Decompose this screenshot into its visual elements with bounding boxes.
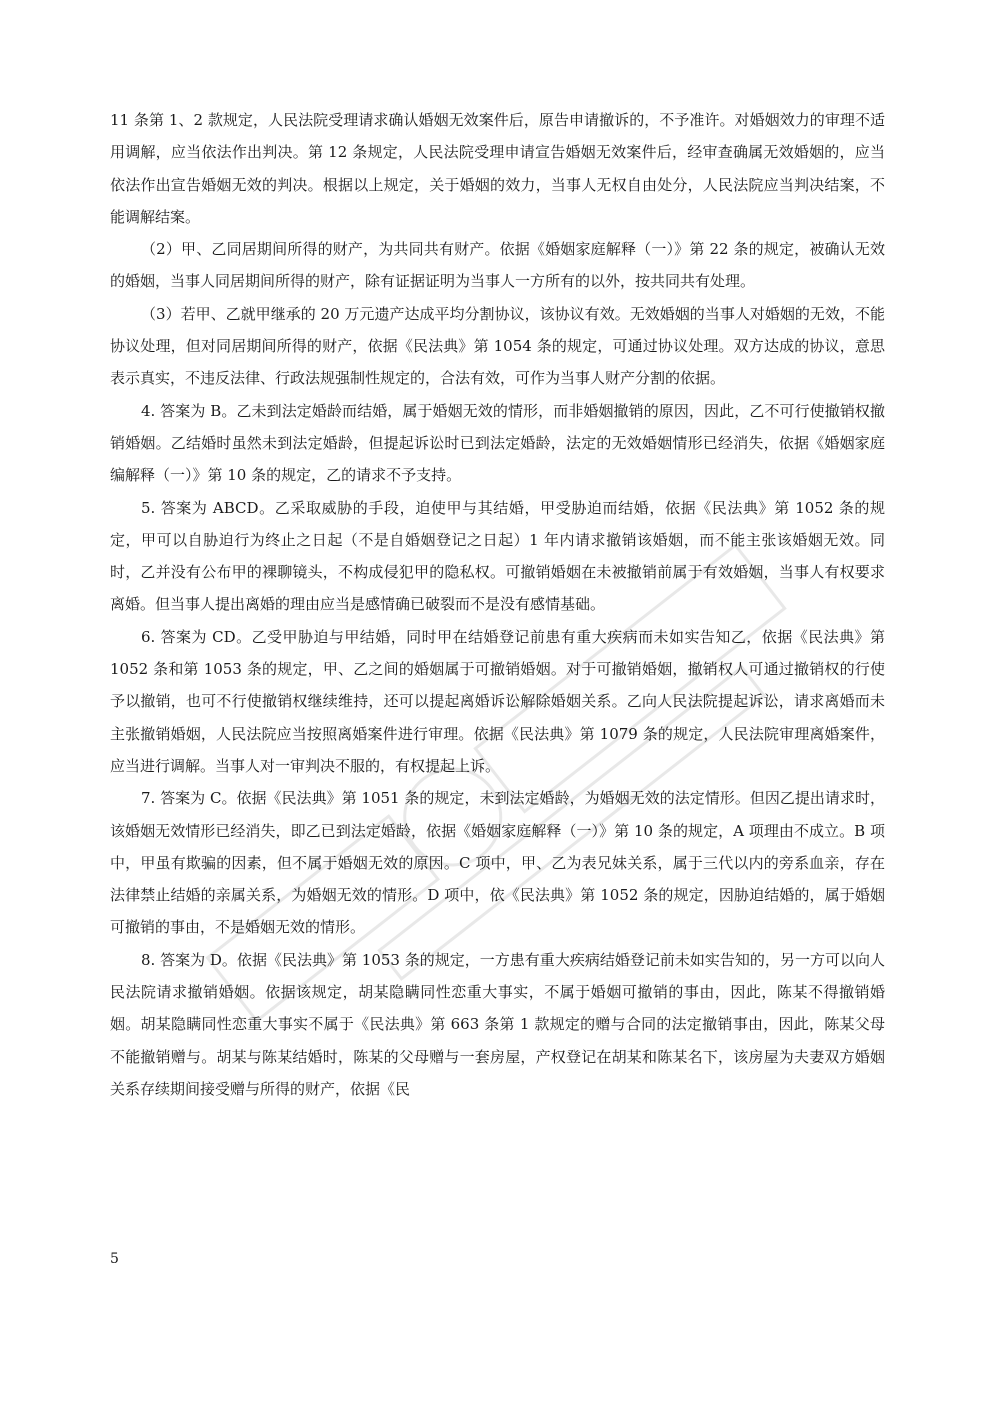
paragraph-answer-3-2: （2）甲、乙同居期间所得的财产，为共同共有财产。依据《婚姻家庭解释（一）》第 22 条的规定，被确认无效的婚姻，当事人同居期间所得的财产，除有证据证明为当事人一方所有的以外，按共同共有处理。 bbox=[110, 240, 885, 291]
page-number: 5 bbox=[110, 1251, 119, 1267]
paragraph-answer-7: 7. 答案为 C。依据《民法典》第 1051 条的规定，未到法定婚龄，为婚姻无效的法定情形。但因乙提出请求时，该婚姻无效情形已经消失，即乙已到法定婚龄，依据《婚姻家庭解释（一）》第 10 条的规定，A 项理由不成立。B 项中，甲虽有欺骗的因素，但不属于婚姻无效的原因。C 项中，甲、乙为表兄妹关系，属于三代以内的旁系血亲，存在法律禁止结婚的亲属关系，为婚姻无效的情形。D 项中，依《民法典》第 1052 条的规定，因胁迫结婚的，属于婚姻可撤销的事由，不是婚姻无效的情形。 bbox=[110, 789, 885, 937]
paragraph-answer-6: 6. 答案为 CD。乙受甲胁迫与甲结婚，同时甲在结婚登记前患有重大疾病而未如实告知乙，依据《民法典》第 1052 条和第 1053 条的规定，甲、乙之间的婚姻属于可撤销婚姻。对于可撤销婚姻，撤销权人可通过撤销权的行使予以撤销，也可不行使撤销权继续维持，还可以提起离婚诉讼解除婚姻关系。乙向人民法院提起诉讼，请求离婚而未主张撤销婚姻，人民法院应当按照离婚案件进行审理。依据《民法典》第 1079 条的规定，人民法院审理离婚案件，应当进行调解。当事人对一审判决不服的，有权提起上诉。 bbox=[110, 627, 885, 775]
paragraph-answer-5: 5. 答案为 ABCD。乙采取威胁的手段，迫使甲与其结婚，甲受胁迫而结婚，依据《民法典》第 1052 条的规定，甲可以自胁迫行为终止之日起（不是自婚姻登记之日起）1 年内请求撤销该婚姻，而不能主张该婚姻无效。同时，乙并没有公布甲的裸聊镜头，不构成侵犯甲的隐私权。可撤销婚姻在未被撤销前属于有效婚姻，当事人有权要求离婚。但当事人提出离婚的理由应当是感情确已破裂而不是没有感情基础。 bbox=[110, 498, 885, 614]
paragraph-answer-3-3: （3）若甲、乙就甲继承的 20 万元遗产达成平均分割协议，该协议有效。无效婚姻的当事人对婚姻的无效，不能协议处理，但对同居期间所得的财产，依据《民法典》第 1054 条的规定，可通过协议处理。双方达成的协议，意思表示真实，不违反法律、行政法规强制性规定的，合法有效，可作为当事人财产分割的依据。 bbox=[110, 304, 885, 388]
paragraph-continuation: 11 条第 1、2 款规定，人民法院受理请求确认婚姻无效案件后，原告申请撤诉的，不予准许。对婚姻效力的审理不适用调解，应当依法作出判决。第 12 条规定，人民法院受理申请宣告婚姻无效案件后，经审查确属无效婚姻的，应当依法作出宣告婚姻无效的判决。根据以上规定，关于婚姻的效力，当事人无权自由处分，人民法院应当判决结案，不能调解结案。 bbox=[110, 111, 885, 226]
body-text bbox=[110, 104, 885, 1105]
paragraph-answer-8: 8. 答案为 D。依据《民法典》第 1053 条的规定，一方患有重大疾病结婚登记前未如实告知的，另一方可以向人民法院请求撤销婚姻。依据该规定，胡某隐瞒同性恋重大事实，不属于婚姻可撤销的事由，因此，陈某不得撤销婚姻。胡某隐瞒同性恋重大事实不属于《民法典》第 663 条第 1 款规定的赠与合同的法定撤销事由，因此，陈某父母不能撤销赠与。胡某与陈某结婚时，陈某的父母赠与一套房屋，产权登记在胡某和陈某名下，该房屋为夫妻双方婚姻关系存续期间接受赠与所得的财产，依据《民 bbox=[110, 950, 885, 1098]
paragraph-answer-4: 4. 答案为 B。乙未到法定婚龄而结婚，属于婚姻无效的情形，而非婚姻撤销的原因，因此，乙不可行使撤销权撤销婚姻。乙结婚时虽然未到法定婚龄，但提起诉讼时已到法定婚龄，法定的无效婚姻情形已经消失，依据《婚姻家庭编解释（一）》第 10 条的规定，乙的请求不予支持。 bbox=[110, 401, 885, 485]
